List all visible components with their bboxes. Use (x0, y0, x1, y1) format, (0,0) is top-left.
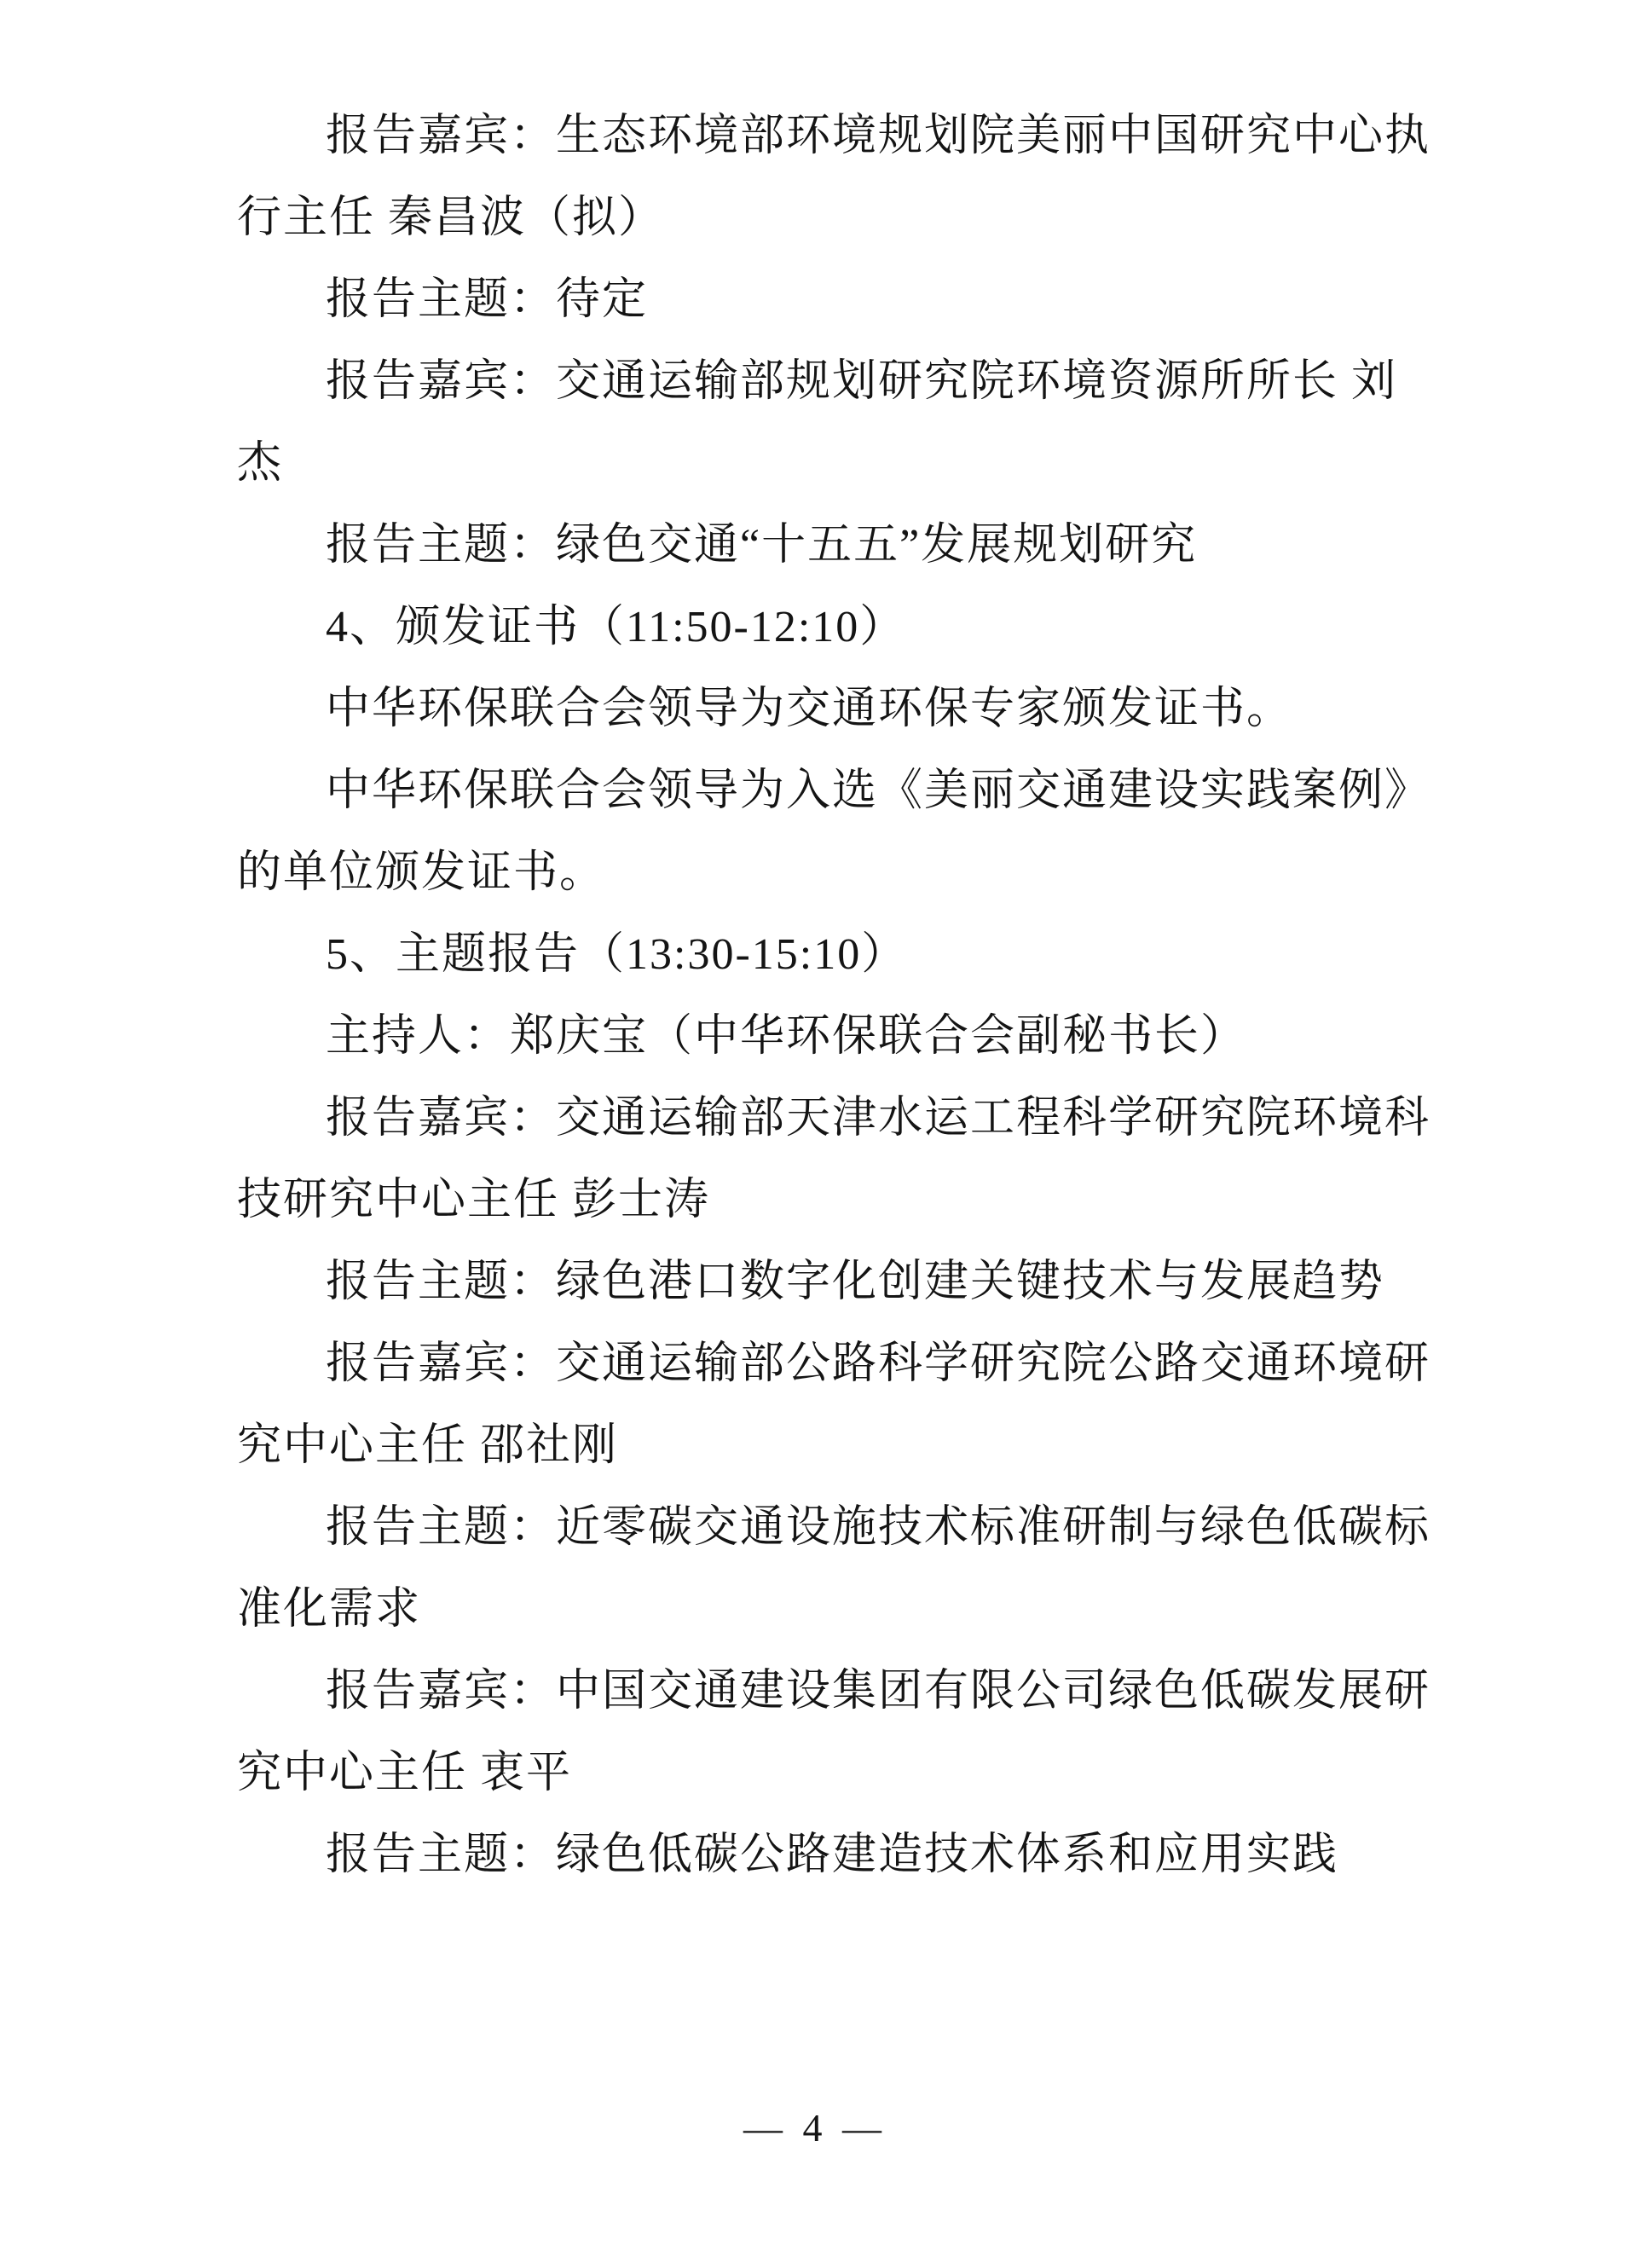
page-footer (0, 2097, 1630, 2159)
text-line: 报告主题：待定 (326, 275, 649, 324)
text-line: 行主任 秦昌波（拟） (237, 194, 665, 242)
text-line: 中华环保联合会领导为交通环保专家颁发证书。 (326, 685, 1293, 733)
text-line: 准化需求 (237, 1585, 422, 1634)
text-line: 中华环保联合会领导为入选《美丽交通建设实践案例》 (326, 767, 1431, 815)
text-line: 报告主题：近零碳交通设施技术标准研制与绿色低碳标 (326, 1503, 1431, 1552)
text-line: 报告嘉宾：生态环境部环境规划院美丽中国研究中心执 (326, 112, 1431, 160)
text-line: 报告主题：绿色低碳公路建造技术体系和应用实践 (326, 1831, 1339, 1879)
document-body (237, 95, 1436, 1896)
text-line: 杰 (237, 439, 284, 488)
text-line: 4、颁发证书（11:50-12:10） (326, 603, 906, 651)
text-line: 主持人：郑庆宝（中华环保联合会副秘书长） (326, 1012, 1247, 1061)
text-line: 技研究中心主任 彭士涛 (237, 1176, 711, 1224)
text-line: 报告主题：绿色交通“十五五”发展规划研究 (326, 521, 1198, 570)
page-number: — 4 — (743, 2106, 887, 2149)
text-line: 报告嘉宾：交通运输部规划研究院环境资源所所长 刘 (326, 357, 1398, 406)
text-line: 5、主题报告（13:30-15:10） (326, 930, 908, 979)
text-line: 究中心主任 衷平 (237, 1749, 573, 1797)
text-line: 报告主题：绿色港口数字化创建关键技术与发展趋势 (326, 1258, 1385, 1306)
text-line: 的单位颁发证书。 (237, 848, 606, 897)
text-line: 报告嘉宾：交通运输部天津水运工程科学研究院环境科 (326, 1094, 1431, 1143)
text-line: 报告嘉宾：中国交通建设集团有限公司绿色低碳发展研 (326, 1667, 1431, 1715)
text-line: 报告嘉宾：交通运输部公路科学研究院公路交通环境研 (326, 1339, 1431, 1388)
text-line: 究中心主任 邵社刚 (237, 1421, 619, 1470)
